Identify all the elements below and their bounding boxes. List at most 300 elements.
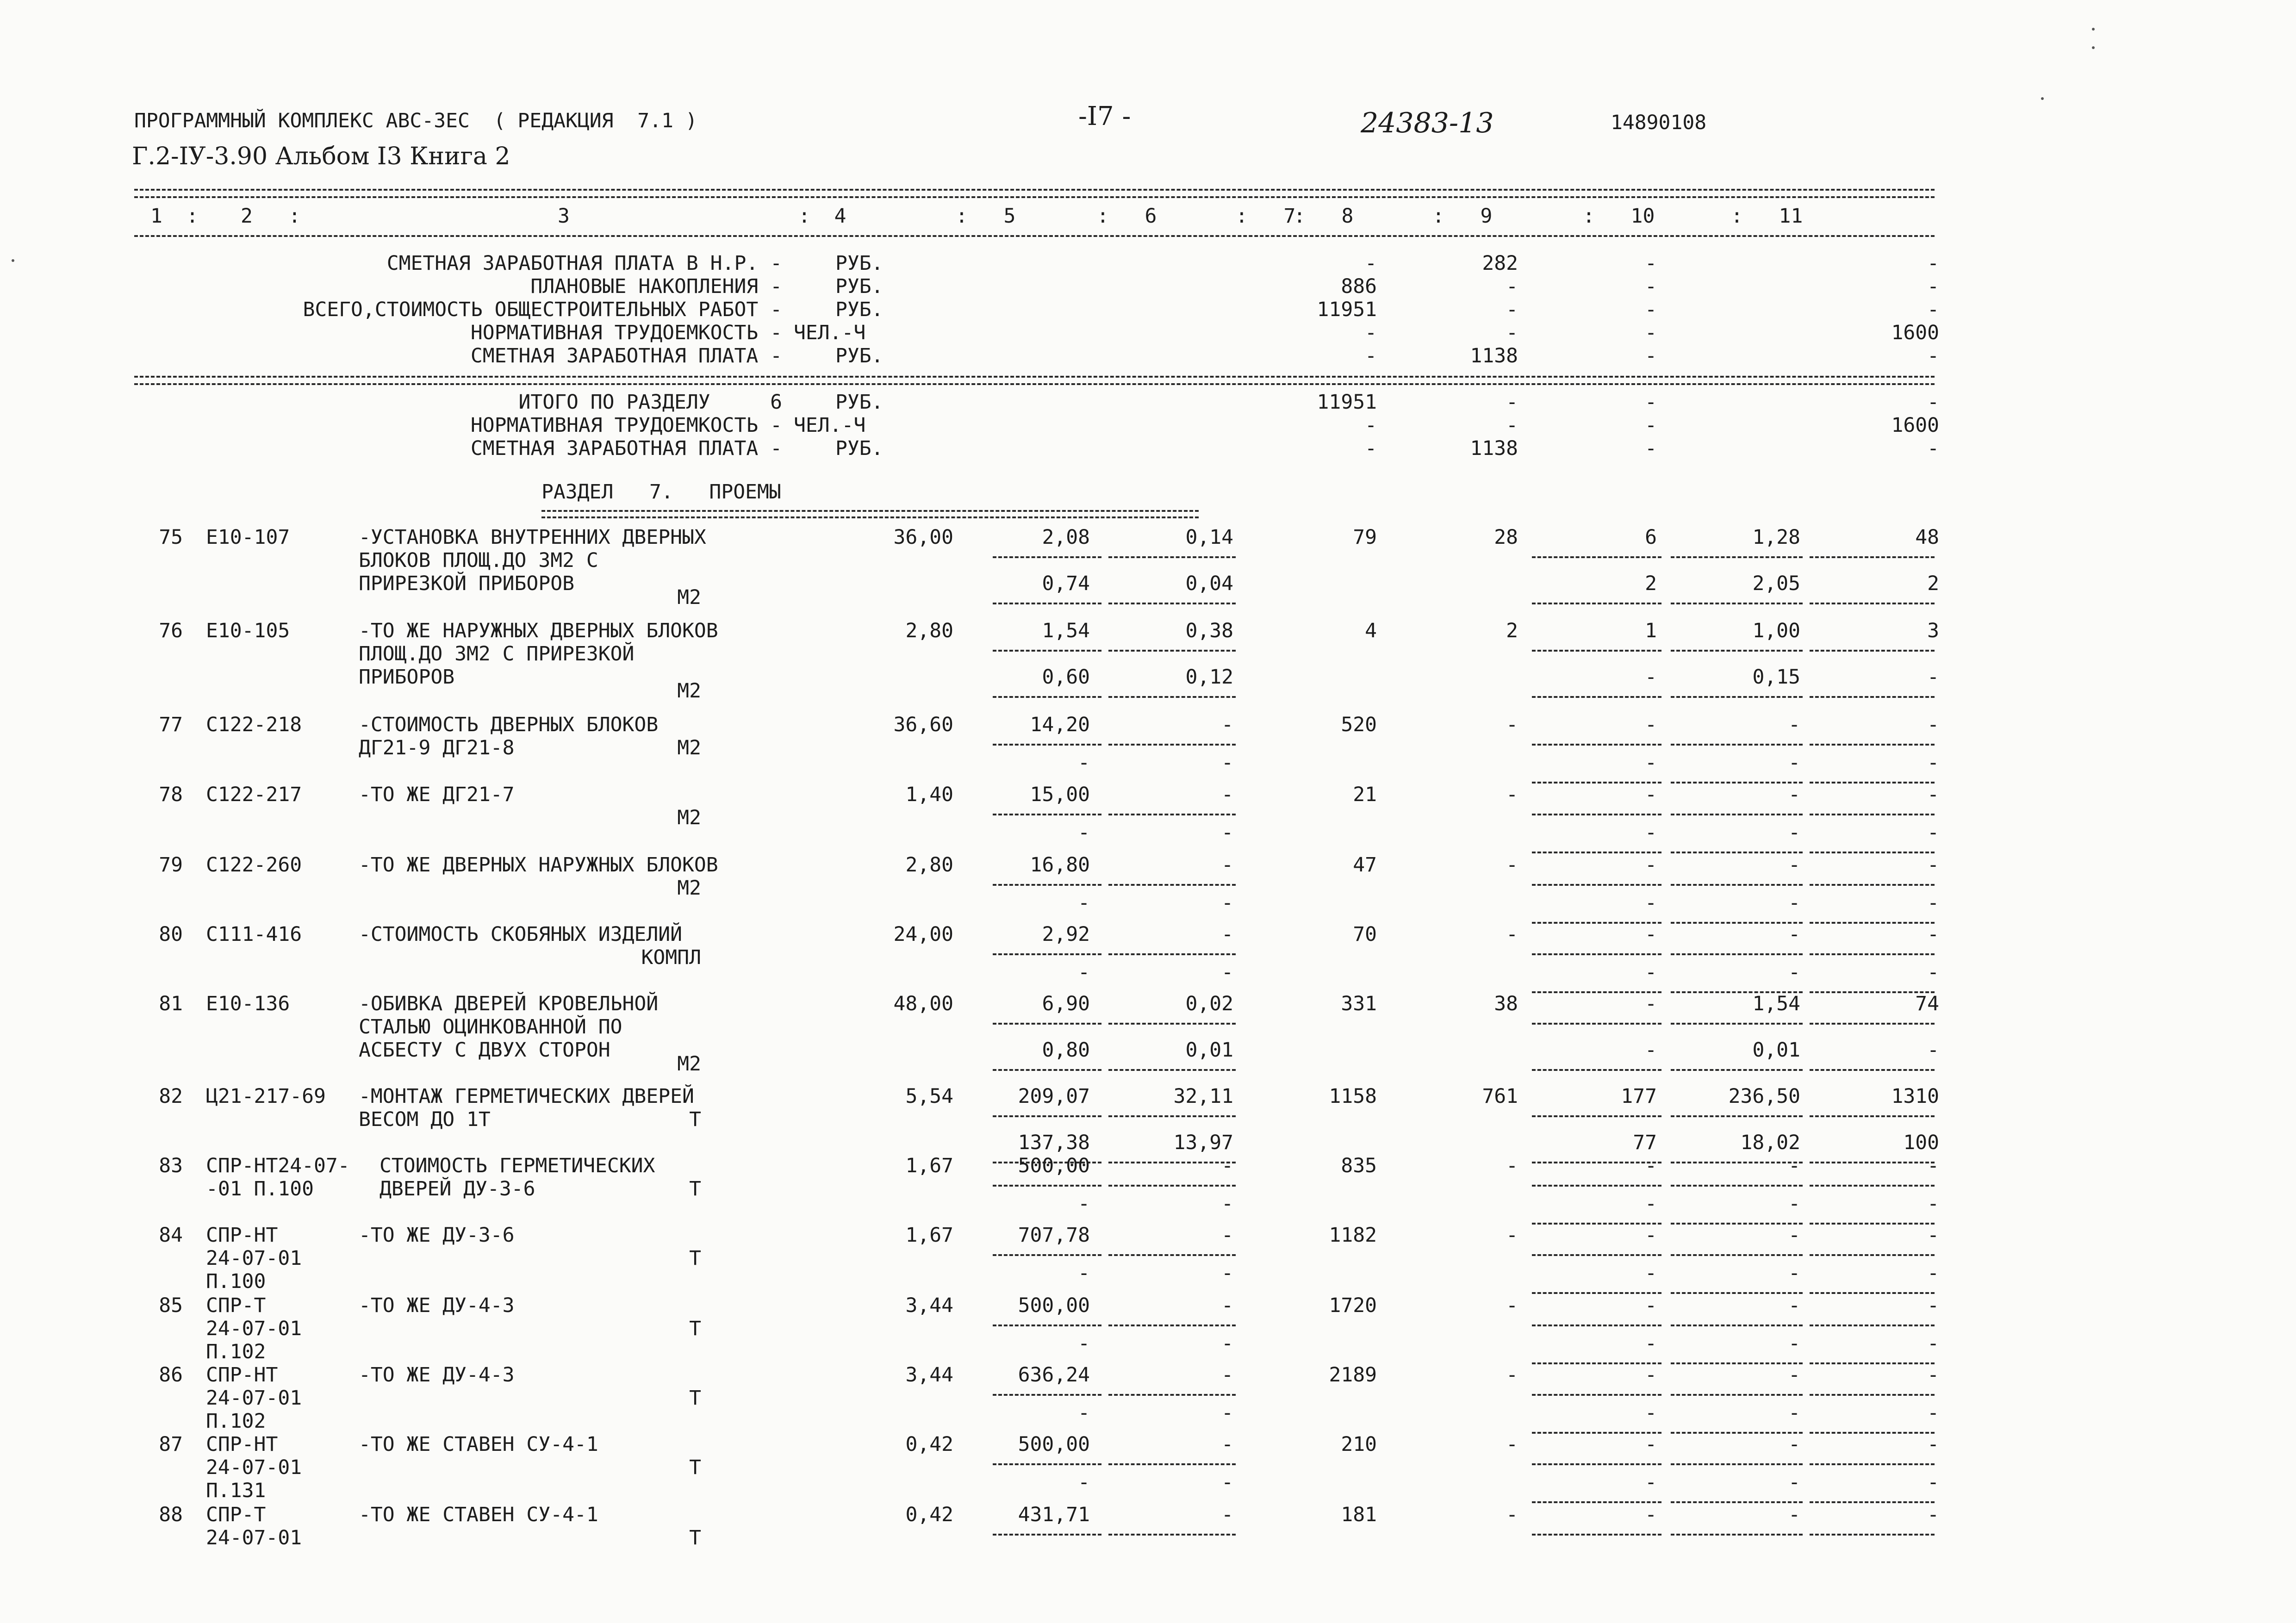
cell-divider (1671, 1534, 1803, 1536)
cell-divider (993, 814, 1101, 815)
item-total-cost: 21 (1353, 783, 1377, 806)
cell-divider (993, 884, 1101, 886)
item-description: ДВЕРЕЙ ДУ-3-6 (380, 1177, 535, 1200)
item-description: -УСТАНОВКА ВНУТРЕННИХ ДВЕРНЫХ (359, 526, 706, 549)
item-total-wage: - (1506, 1363, 1518, 1387)
item-labor-unit: - (1788, 1224, 1800, 1247)
cell-divider (1671, 1432, 1803, 1434)
item-labor-total: 1310 (1891, 1085, 1939, 1108)
cell-divider (1810, 1292, 1935, 1294)
item-code: СПР-НТ (206, 1433, 278, 1456)
item-number: 75 (159, 526, 183, 549)
cell-divider (993, 1069, 1101, 1071)
item-unit-cost: 500,00 (1018, 1154, 1090, 1177)
cell-divider (1810, 814, 1935, 815)
cell-divider (1108, 1463, 1236, 1465)
item-unit-cost-wage: - (1078, 1471, 1090, 1494)
cell-divider (993, 1185, 1101, 1187)
item-code: -01 П.100 (206, 1177, 314, 1200)
item-unit-cost-wage: - (1078, 1262, 1090, 1285)
cell-divider (1810, 1394, 1935, 1396)
item-unit-mach: - (1221, 853, 1233, 877)
item-code: СПР-НТ (206, 1224, 278, 1247)
item-description: ВЕСОМ ДО 1Т (359, 1108, 491, 1131)
cell-divider (1108, 1115, 1236, 1117)
item-description: -ТО ЖЕ СТАВЕН СУ-4-1 (359, 1433, 598, 1456)
cell-divider (1671, 1292, 1803, 1294)
item-quantity: 0,42 (905, 1433, 953, 1456)
summary-col7: 886 (1341, 275, 1377, 298)
cell-divider (1810, 852, 1935, 853)
cell-divider (1532, 696, 1661, 698)
item-number: 79 (159, 853, 183, 877)
item-number: 80 (159, 923, 183, 946)
summary-col9: - (1645, 437, 1657, 460)
item-labor-total: - (1927, 1294, 1939, 1317)
item-unit: М2 (677, 586, 701, 609)
item-code: П.102 (206, 1340, 266, 1363)
item-total-cost: 181 (1341, 1503, 1377, 1526)
item-description: -ОБИВКА ДВЕРЕЙ КРОВЕЛЬНОЙ (359, 992, 659, 1015)
item-unit: Т (689, 1177, 701, 1200)
column-header-cell: : 10 (1583, 205, 1655, 228)
item-quantity: 1,67 (905, 1154, 953, 1177)
item-unit: Т (689, 1317, 701, 1340)
summary-label: СМЕТНАЯ ЗАРАБОТНАЯ ПЛАТА В Н.Р. - (386, 252, 782, 275)
cell-divider (993, 1023, 1101, 1025)
summary-col7: - (1365, 344, 1377, 367)
item-total-mach-wage: - (1645, 751, 1657, 774)
item-labor-unit-mach: - (1788, 821, 1800, 844)
item-code: С111-416 (206, 923, 302, 946)
item-unit: М2 (677, 1052, 701, 1076)
cell-divider (1671, 852, 1803, 853)
summary-col8: - (1506, 321, 1518, 344)
cell-divider (1108, 744, 1236, 746)
item-description: -ТО ЖЕ ДВЕРНЫХ НАРУЖНЫХ БЛОКОВ (359, 853, 718, 877)
item-labor-unit-mach: - (1788, 1401, 1800, 1424)
item-unit-mach-wage: - (1221, 821, 1233, 844)
item-total-mach: - (1645, 1363, 1657, 1387)
item-unit-mach-wage: - (1221, 1401, 1233, 1424)
item-unit-cost: 15,00 (1030, 783, 1090, 806)
cell-divider (1108, 696, 1236, 698)
summary-col9: - (1645, 275, 1657, 298)
item-total-mach-wage: - (1645, 1332, 1657, 1355)
item-labor-total-mach: - (1927, 1262, 1939, 1285)
scan-speck (2041, 97, 2044, 100)
cell-divider (1532, 953, 1661, 955)
item-total-mach-wage: - (1645, 821, 1657, 844)
item-quantity: 36,00 (893, 526, 953, 549)
item-unit-mach: - (1221, 1294, 1233, 1317)
item-total-mach-wage: - (1645, 1038, 1657, 1062)
item-total-cost: 47 (1353, 853, 1377, 877)
cell-divider (1108, 1534, 1236, 1536)
item-total-mach: - (1645, 1224, 1657, 1247)
cell-divider (1671, 1463, 1803, 1465)
item-total-mach-wage: 77 (1633, 1131, 1657, 1154)
item-labor-unit: - (1788, 853, 1800, 877)
column-header-cell: 3 (558, 205, 570, 228)
item-labor-unit: 1,28 (1752, 526, 1800, 549)
item-code: С122-218 (206, 713, 302, 736)
page-number: -I7 - (1078, 101, 1131, 131)
item-unit-cost: 2,08 (1042, 526, 1090, 549)
cell-divider (1810, 1534, 1935, 1536)
cell-divider (1532, 603, 1661, 604)
item-labor-unit-mach: - (1788, 1332, 1800, 1355)
cell-divider (993, 603, 1101, 604)
item-labor-unit-mach: - (1788, 891, 1800, 914)
cell-divider (1810, 1185, 1935, 1187)
item-total-mach-wage: - (1645, 961, 1657, 984)
item-code: 24-07-01 (206, 1247, 302, 1270)
item-total-mach: - (1645, 853, 1657, 877)
item-description: АСБЕСТУ С ДВУХ СТОРОН (359, 1038, 610, 1062)
summary-label: НОРМАТИВНАЯ ТРУДОЕМКОСТЬ - (470, 414, 782, 437)
summary-col11: - (1927, 275, 1939, 298)
cell-divider (1810, 603, 1935, 604)
summary-col7: - (1365, 252, 1377, 275)
summary-unit: РУБ. (835, 344, 884, 367)
cell-divider (1671, 884, 1803, 886)
item-total-mach: 177 (1621, 1085, 1657, 1108)
item-labor-total-mach: - (1927, 665, 1939, 689)
cell-divider (1532, 1069, 1661, 1071)
item-code: СПР-Т (206, 1503, 266, 1526)
item-total-mach-wage: 2 (1645, 572, 1657, 595)
item-code: СПР-Т (206, 1294, 266, 1317)
summary-rule-2 (134, 383, 1935, 385)
item-labor-total: 74 (1915, 992, 1939, 1015)
item-unit-cost-wage: 0,74 (1042, 572, 1090, 595)
cell-divider (993, 1325, 1101, 1326)
scan-speck (2092, 28, 2095, 31)
item-labor-total-mach: - (1927, 821, 1939, 844)
item-labor-unit: - (1788, 1294, 1800, 1317)
item-total-mach-wage: - (1645, 1192, 1657, 1215)
cell-divider (1532, 1362, 1661, 1364)
cell-divider (1108, 1325, 1236, 1326)
item-number: 81 (159, 992, 183, 1015)
item-total-cost: 835 (1341, 1154, 1377, 1177)
cell-divider (1532, 1162, 1661, 1163)
item-quantity: 48,00 (893, 992, 953, 1015)
item-number: 83 (159, 1154, 183, 1177)
item-description: -СТОИМОСТЬ СКОБЯНЫХ ИЗДЕЛИЙ (359, 923, 682, 946)
item-total-mach: - (1645, 992, 1657, 1015)
cell-divider (1108, 1185, 1236, 1187)
item-unit-cost: 636,24 (1018, 1363, 1090, 1387)
cell-divider (1532, 1501, 1661, 1503)
cell-divider (1108, 1162, 1236, 1163)
cell-divider (1532, 852, 1661, 853)
cell-divider (1810, 650, 1935, 652)
cell-divider (1671, 1162, 1803, 1163)
cell-divider (1810, 1501, 1935, 1503)
item-total-wage: 28 (1494, 526, 1518, 549)
summary-col11: - (1927, 298, 1939, 321)
item-unit-cost: 16,80 (1030, 853, 1090, 877)
item-labor-total-mach: - (1927, 1471, 1939, 1494)
item-labor-unit: - (1788, 1433, 1800, 1456)
item-labor-unit-mach: - (1788, 1192, 1800, 1215)
item-labor-unit: - (1788, 1363, 1800, 1387)
cell-divider (993, 696, 1101, 698)
summary-unit: РУБ. (835, 275, 884, 298)
summary-col11: - (1927, 391, 1939, 414)
item-quantity: 1,40 (905, 783, 953, 806)
item-quantity: 2,80 (905, 853, 953, 877)
item-labor-total: - (1927, 1224, 1939, 1247)
item-total-mach-wage: - (1645, 1471, 1657, 1494)
item-labor-total: - (1927, 853, 1939, 877)
cell-divider (1532, 1534, 1661, 1536)
header-top-rule (134, 189, 1935, 198)
item-quantity: 2,80 (905, 619, 953, 642)
item-unit-cost-wage: - (1078, 961, 1090, 984)
item-number: 84 (159, 1224, 183, 1247)
column-header-cell: : 9 (1432, 205, 1493, 228)
item-code: Е10-107 (206, 526, 290, 549)
item-quantity: 0,42 (905, 1503, 953, 1526)
item-total-cost: 79 (1353, 526, 1377, 549)
item-unit-cost-wage: 137,38 (1018, 1131, 1090, 1154)
item-unit-mach-wage: - (1221, 891, 1233, 914)
summary-col8: - (1506, 414, 1518, 437)
item-total-mach: 1 (1645, 619, 1657, 642)
summary-col11: 1600 (1891, 414, 1939, 437)
item-code: СПР-НТ (206, 1363, 278, 1387)
item-unit-mach-wage: - (1221, 961, 1233, 984)
cell-divider (1532, 1185, 1661, 1187)
item-description: -ТО ЖЕ ДУ-4-3 (359, 1294, 515, 1317)
cell-divider (1532, 556, 1661, 558)
item-total-wage: - (1506, 1154, 1518, 1177)
item-unit: Т (689, 1387, 701, 1410)
cell-divider (1671, 953, 1803, 955)
cell-divider (1532, 1463, 1661, 1465)
column-header-cell: 2 : (241, 205, 301, 228)
item-unit-mach-wage: 0,04 (1185, 572, 1233, 595)
item-labor-total: - (1927, 1433, 1939, 1456)
item-labor-total-mach: 100 (1903, 1131, 1939, 1154)
cell-divider (1532, 782, 1661, 784)
summary-col8: 1138 (1470, 437, 1518, 460)
item-total-mach: - (1645, 1503, 1657, 1526)
cell-divider (1532, 884, 1661, 886)
summary-col9: - (1645, 344, 1657, 367)
cell-divider (1108, 1069, 1236, 1071)
item-code: П.102 (206, 1410, 266, 1433)
item-unit-cost: 6,90 (1042, 992, 1090, 1015)
item-total-wage: 38 (1494, 992, 1518, 1015)
cell-divider (1810, 1254, 1935, 1256)
item-unit-cost: 14,20 (1030, 713, 1090, 736)
item-total-cost: 1182 (1329, 1224, 1377, 1247)
item-description: -ТО ЖЕ СТАВЕН СУ-4-1 (359, 1503, 598, 1526)
item-number: 88 (159, 1503, 183, 1526)
item-unit-cost-wage: - (1078, 1401, 1090, 1424)
item-code: Е10-105 (206, 619, 290, 642)
item-description: -ТО ЖЕ ДГ21-7 (359, 783, 515, 806)
cell-divider (993, 1534, 1101, 1536)
item-labor-total: - (1927, 923, 1939, 946)
cell-divider (1671, 1501, 1803, 1503)
cell-divider (1810, 1463, 1935, 1465)
item-total-cost: 1720 (1329, 1294, 1377, 1317)
summary-label: СМЕТНАЯ ЗАРАБОТНАЯ ПЛАТА - (470, 344, 782, 367)
item-unit-cost-wage: - (1078, 1192, 1090, 1215)
item-total-wage: - (1506, 1433, 1518, 1456)
item-unit-cost: 500,00 (1018, 1433, 1090, 1456)
item-total-mach: 6 (1645, 526, 1657, 549)
item-unit: Т (689, 1108, 701, 1131)
item-labor-unit: 236,50 (1728, 1085, 1800, 1108)
item-unit-cost-wage: - (1078, 891, 1090, 914)
cell-divider (1671, 696, 1803, 698)
summary-col11: - (1927, 437, 1939, 460)
cell-divider (1810, 1162, 1935, 1163)
item-number: 87 (159, 1433, 183, 1456)
item-quantity: 3,44 (905, 1294, 953, 1317)
summary-col8: 1138 (1470, 344, 1518, 367)
item-unit-mach: - (1221, 783, 1233, 806)
item-description: СТАЛЬЮ ОЦИНКОВАННОЙ ПО (359, 1015, 622, 1038)
item-total-mach: - (1645, 713, 1657, 736)
item-labor-total: - (1927, 1363, 1939, 1387)
item-number: 77 (159, 713, 183, 736)
item-unit-cost: 431,71 (1018, 1503, 1090, 1526)
summary-col9: - (1645, 391, 1657, 414)
cell-divider (1532, 1023, 1661, 1025)
item-labor-unit-mach: 2,05 (1752, 572, 1800, 595)
cell-divider (1532, 814, 1661, 815)
summary-label: ВСЕГО,СТОИМОСТЬ ОБЩЕСТРОИТЕЛЬНЫХ РАБОТ - (303, 298, 782, 321)
cell-divider (1108, 953, 1236, 955)
cell-divider (1671, 922, 1803, 924)
cell-divider (993, 953, 1101, 955)
summary-col9: - (1645, 414, 1657, 437)
summary-col8: - (1506, 275, 1518, 298)
item-code: 24-07-01 (206, 1317, 302, 1340)
summary-col9: - (1645, 298, 1657, 321)
item-unit-mach: - (1221, 923, 1233, 946)
cell-divider (1671, 1223, 1803, 1225)
item-unit-mach-wage: 13,97 (1173, 1131, 1233, 1154)
item-code: СПР-НТ24-07- (206, 1154, 350, 1177)
cell-divider (1671, 1254, 1803, 1256)
item-labor-total-mach: - (1927, 1192, 1939, 1215)
item-total-mach-wage: - (1645, 1401, 1657, 1424)
cell-divider (1108, 650, 1236, 652)
item-number: 86 (159, 1363, 183, 1387)
cell-divider (993, 1394, 1101, 1396)
summary-col11: 1600 (1891, 321, 1939, 344)
item-unit-mach: - (1221, 1363, 1233, 1387)
item-description: ПРИБОРОВ (359, 665, 455, 689)
document-number: 24383-13 (1361, 107, 1494, 139)
summary-rule (134, 376, 1935, 378)
item-description: ПЛОЩ.ДО 3М2 С ПРИРЕЗКОЙ (359, 642, 635, 665)
cell-divider (1532, 1432, 1661, 1434)
cell-divider (1532, 1292, 1661, 1294)
item-total-wage: - (1506, 783, 1518, 806)
item-description: -МОНТАЖ ГЕРМЕТИЧЕСКИХ ДВЕРЕЙ (359, 1085, 694, 1108)
item-description: БЛОКОВ ПЛОЩ.ДО 3М2 С (359, 549, 598, 572)
summary-unit: ЧЕЛ.-Ч (794, 321, 866, 344)
item-unit-mach-wage: 0,12 (1185, 665, 1233, 689)
column-header-cell: : 8 (1294, 205, 1354, 228)
cell-divider (1810, 922, 1935, 924)
cell-divider (1108, 814, 1236, 815)
item-unit: М2 (677, 806, 701, 829)
item-unit-mach: 0,38 (1185, 619, 1233, 642)
summary-col9: - (1645, 321, 1657, 344)
item-unit-cost: 500,00 (1018, 1294, 1090, 1317)
item-total-wage: - (1506, 853, 1518, 877)
item-number: 76 (159, 619, 183, 642)
item-unit: М2 (677, 679, 701, 703)
column-header-cell: : 6 (1097, 205, 1157, 228)
album-title: Г.2-IУ-3.90 Альбом I3 Книга 2 (132, 143, 510, 170)
cell-divider (1532, 650, 1661, 652)
summary-unit: РУБ. (835, 437, 884, 460)
item-unit: М2 (677, 877, 701, 900)
cell-divider (993, 650, 1101, 652)
summary-unit: ЧЕЛ.-Ч (794, 414, 866, 437)
item-total-wage: - (1506, 923, 1518, 946)
cell-divider (1810, 953, 1935, 955)
item-labor-unit: - (1788, 783, 1800, 806)
item-unit-cost-wage: 0,60 (1042, 665, 1090, 689)
cell-divider (1810, 1362, 1935, 1364)
cell-divider (1108, 1254, 1236, 1256)
cell-divider (1671, 603, 1803, 604)
cell-divider (1671, 1185, 1803, 1187)
item-unit-mach: - (1221, 713, 1233, 736)
item-code: Е10-136 (206, 992, 290, 1015)
item-unit-mach-wage: - (1221, 1262, 1233, 1285)
column-header-cell: : 5 (956, 205, 1016, 228)
item-labor-total-mach: - (1927, 1332, 1939, 1355)
summary-col8: - (1506, 391, 1518, 414)
summary-col11: - (1927, 252, 1939, 275)
item-unit: Т (689, 1456, 701, 1479)
item-labor-unit: - (1788, 1154, 1800, 1177)
cell-divider (1671, 782, 1803, 784)
cell-divider (1810, 1325, 1935, 1326)
item-total-mach-wage: - (1645, 891, 1657, 914)
item-unit: КОМПЛ (641, 946, 701, 969)
item-total-cost: 520 (1341, 713, 1377, 736)
item-quantity: 36,60 (893, 713, 953, 736)
summary-col8: - (1506, 298, 1518, 321)
item-labor-total: - (1927, 713, 1939, 736)
item-unit-cost-wage: 0,80 (1042, 1038, 1090, 1062)
cell-divider (993, 744, 1101, 746)
cell-divider (1671, 1023, 1803, 1025)
cell-divider (1810, 1115, 1935, 1117)
item-total-cost: 4 (1365, 619, 1377, 642)
program-header: ПРОГРАММНЫЙ КОМПЛЕКС АВС-3ЕС ( РЕДАКЦИЯ 7.1 ) (134, 109, 697, 132)
cell-divider (1810, 556, 1935, 558)
cell-divider (1810, 1432, 1935, 1434)
summary-unit: РУБ. (835, 298, 884, 321)
item-description: ДГ21-9 ДГ21-8 (359, 736, 515, 759)
item-description: СТОИМОСТЬ ГЕРМЕТИЧЕСКИХ (380, 1154, 655, 1177)
